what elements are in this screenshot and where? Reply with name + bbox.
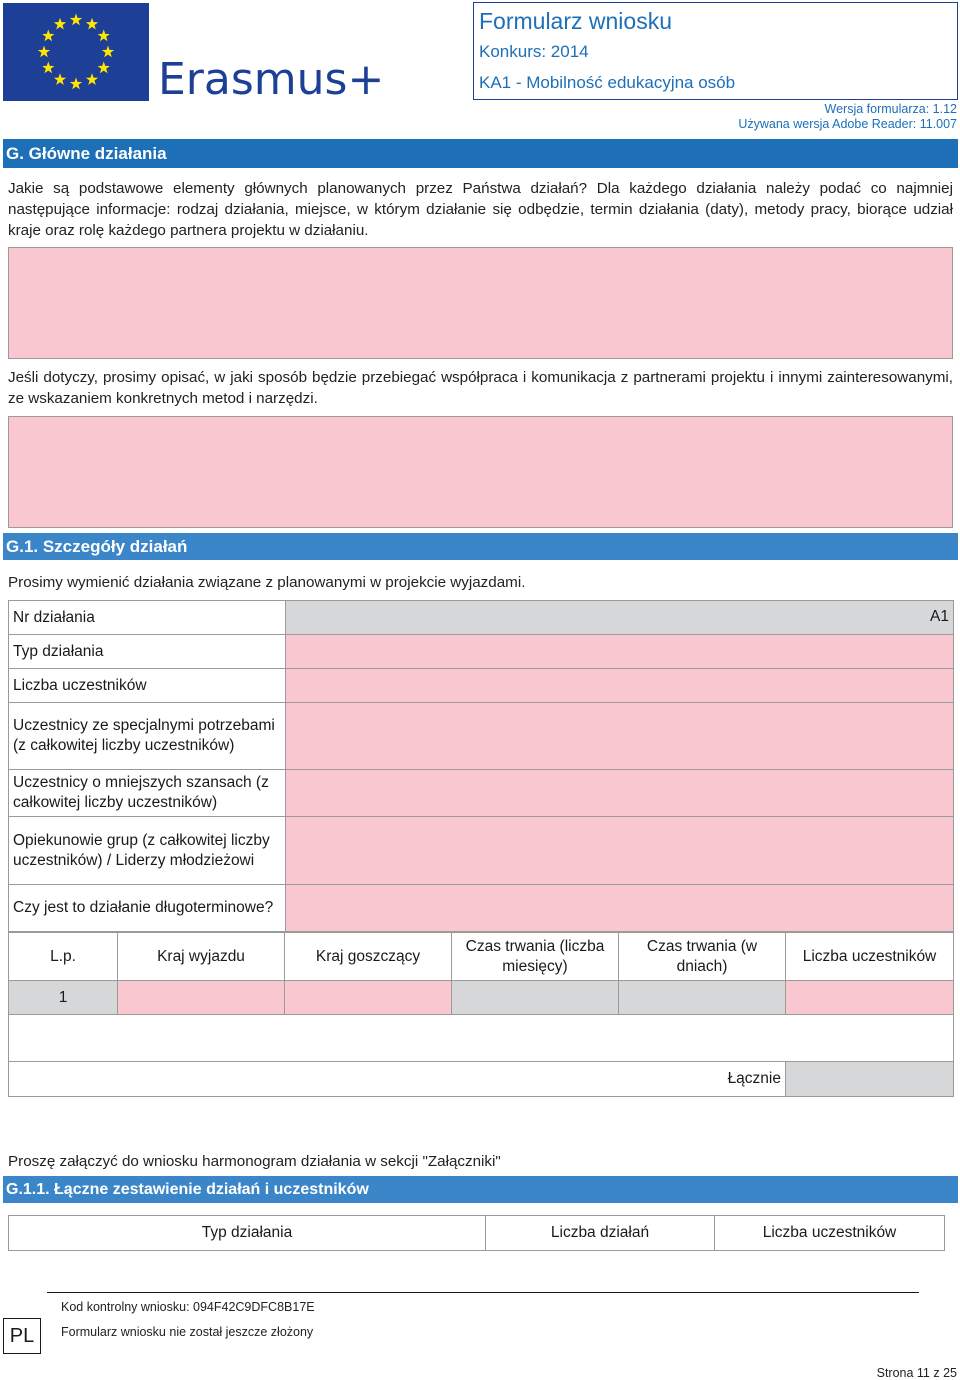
row-lp: 1: [8, 980, 118, 1015]
field-label: Uczestnicy ze specjalnymi potrzebami (z całkowitej liczby uczestników): [9, 703, 286, 769]
summary-header-participants: Liczba uczestników: [714, 1215, 945, 1251]
activities-intro: Prosimy wymienić działania związane z planowanymi w projekcie wyjazdami.: [8, 574, 526, 591]
field-label: Uczestnicy o mniejszych szansach (z całkowitej liczby uczestników): [9, 770, 286, 816]
total-value: [785, 1061, 954, 1097]
summary-header-type: Typ działania: [8, 1215, 486, 1251]
participants-count-row: [8, 668, 954, 703]
section-g1-title: G.1. Szczegóły działań: [3, 533, 958, 560]
activity-number-value: A1: [286, 601, 953, 634]
attachment-note: Proszę załączyć do wniosku harmonogram działania w sekcji "Załączniki": [8, 1153, 501, 1170]
fewer-opportunities-field[interactable]: [286, 770, 953, 816]
action-label: KA1 - Mobilność edukacyjna osób: [479, 73, 736, 92]
field-label: Czy jest to działanie długoterminowe?: [9, 885, 286, 931]
header-duration-months: Czas trwania (liczba miesięcy): [451, 932, 619, 981]
group-leaders-row: [8, 816, 954, 885]
control-code: Kod kontrolny wniosku: 094F42C9DFC8B17E: [61, 1300, 315, 1314]
long-term-field[interactable]: [286, 885, 953, 931]
summary-header-count: Liczba działań: [485, 1215, 715, 1251]
question-cooperation: Jeśli dotyczy, prosimy opisać, w jaki sposób będzie przebiegać współpraca i komunikacja z partnerami projektu i innymi zainteresowanymi, ze wskazaniem konkretnych metod i narzędzi.: [8, 369, 953, 407]
question-main-activities: Jakie są podstawowe elementy głównych planowanych przez Państwa działań? Dla każdego działania należy podać co najmniej następujące informacje: rodzaj działania, miejsce, w którym działanie się odbędzie, termin działania (daty), metody pracy, biorące udział kraje oraz rolę każdego partnera projektu w działaniu.: [8, 180, 953, 239]
activity-number-row: [8, 600, 954, 635]
total-label: Łącznie: [8, 1061, 786, 1097]
header-participants: Liczba uczestników: [785, 932, 954, 981]
field-label: Opiekunowie grup (z całkowitej liczby uczestników) / Liderzy młodzieżowi: [9, 817, 286, 884]
language-badge: PL: [3, 1318, 41, 1354]
form-title-box: [473, 2, 958, 100]
main-activities-textarea[interactable]: [8, 247, 953, 359]
version-info: [738, 102, 957, 132]
field-label: Liczba uczestników: [9, 669, 286, 702]
duration-months-value: [451, 980, 619, 1015]
activity-type-field[interactable]: [286, 635, 953, 668]
participants-field[interactable]: [785, 980, 954, 1015]
form-version: Wersja formularza: 1.12: [824, 102, 957, 116]
submission-status: Formularz wniosku nie został jeszcze złożony: [61, 1325, 314, 1339]
table-spacer-row: [8, 1014, 954, 1062]
konkurs-label: Konkurs: 2014: [479, 42, 589, 61]
participants-count-field[interactable]: [286, 669, 953, 702]
header-sending-country: Kraj wyjazdu: [117, 932, 285, 981]
group-leaders-field[interactable]: [286, 817, 953, 884]
form-title: Formularz wniosku: [479, 8, 672, 34]
header-host-country: Kraj goszczący: [284, 932, 452, 981]
header-duration-days: Czas trwania (w dniach): [618, 932, 786, 981]
section-g11-title: G.1.1. Łączne zestawienie działań i uczestników: [3, 1176, 958, 1203]
fewer-opportunities-row: [8, 769, 954, 817]
eu-stars-icon: [3, 3, 149, 101]
long-term-row: [8, 884, 954, 932]
sending-country-field[interactable]: [117, 980, 285, 1015]
page-number: Strona 11 z 25: [876, 1366, 957, 1380]
erasmus-logo: Erasmus+: [158, 54, 385, 105]
eu-flag-logo: [3, 3, 149, 101]
special-needs-field[interactable]: [286, 703, 953, 769]
cooperation-textarea[interactable]: [8, 416, 953, 528]
special-needs-row: [8, 702, 954, 770]
reader-version: Używana wersja Adobe Reader: 11.007: [738, 117, 957, 131]
field-label: Nr działania: [9, 601, 286, 634]
duration-days-value: [618, 980, 786, 1015]
activity-type-row: [8, 634, 954, 669]
section-g-title: G. Główne działania: [3, 139, 958, 168]
host-country-field[interactable]: [284, 980, 452, 1015]
field-label: Typ działania: [9, 635, 286, 668]
footer-divider: [47, 1292, 919, 1293]
header-lp: L.p.: [8, 932, 118, 981]
